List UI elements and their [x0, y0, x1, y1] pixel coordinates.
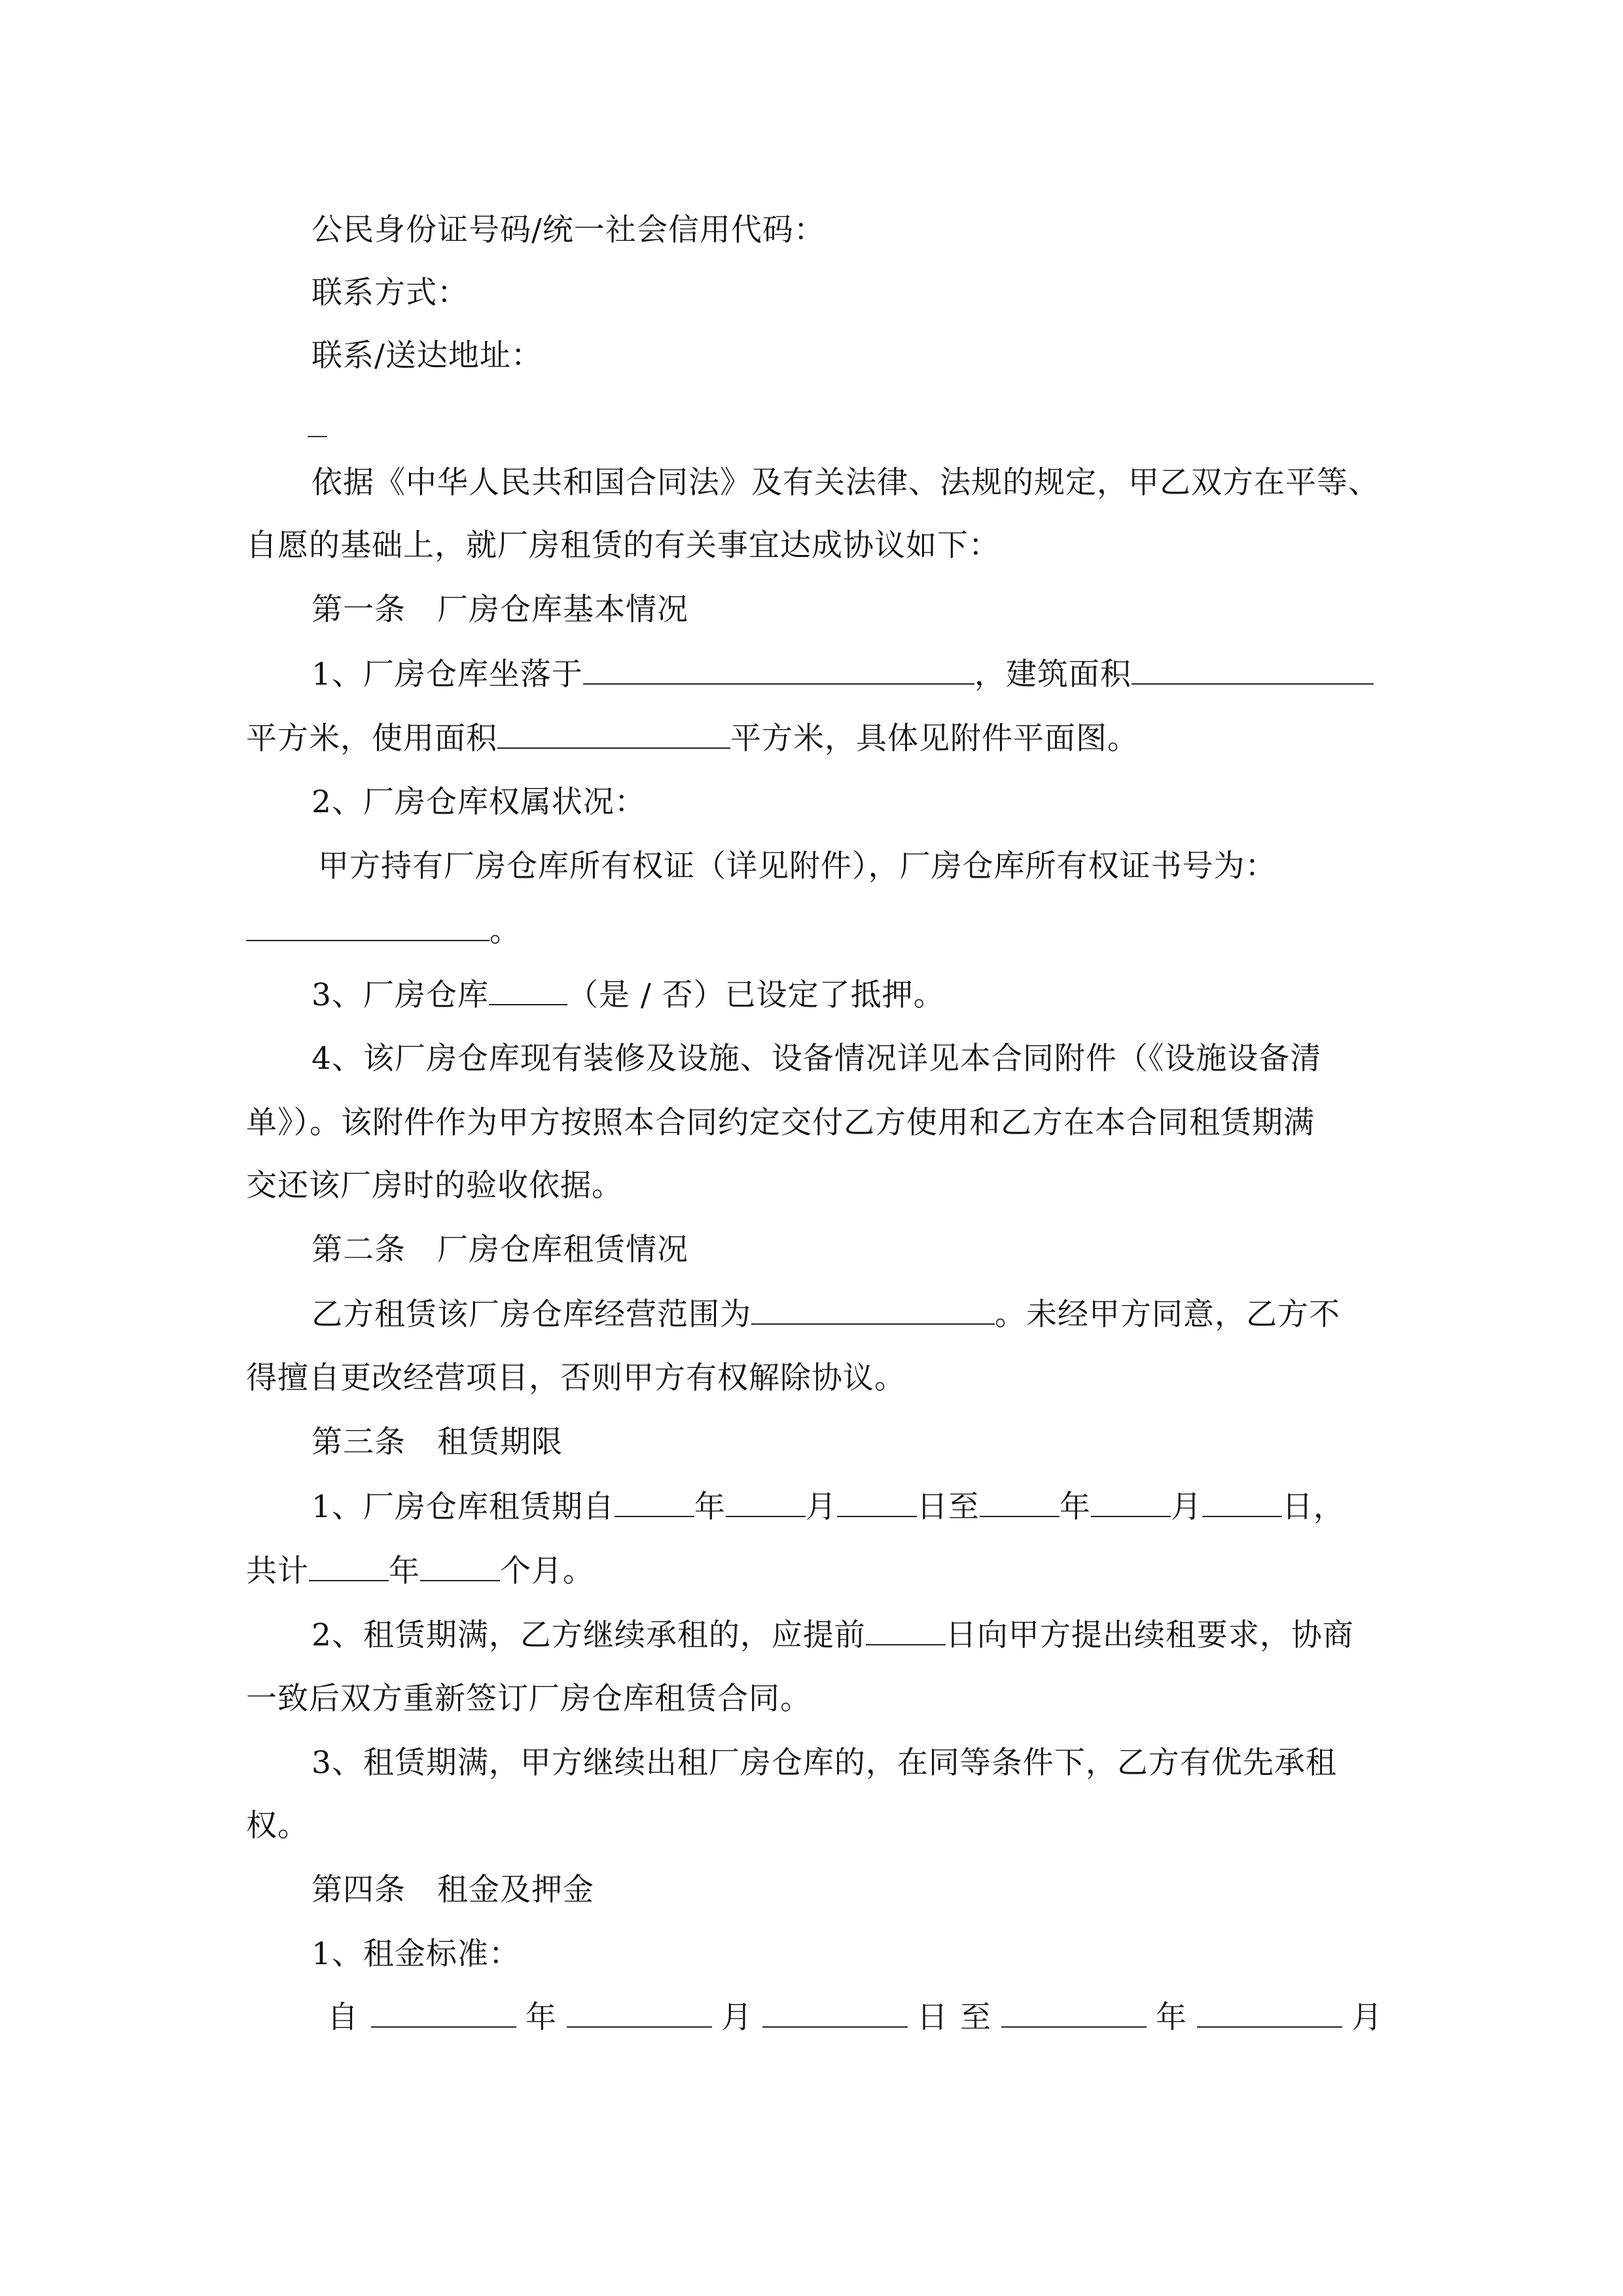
contact-label: 联系方式：: [312, 275, 469, 311]
location-label: 1、厂房仓库坐落于: [312, 656, 583, 692]
article-4-heading: 第四条 租金及押金: [312, 1872, 594, 1908]
location-blank[interactable]: [583, 655, 974, 685]
months-end-label: 个月。: [500, 1553, 594, 1589]
mortgage-options: （是 / 否）已设定了抵押。: [567, 977, 945, 1013]
article-1-item-2-line-2: [246, 911, 521, 951]
article-1-item-4-line-2: 单》）。该附件作为甲方按照本合同约定交付乙方使用和乙方在本合同租赁期满: [246, 1105, 1315, 1141]
day-end-label: 日，: [1281, 1489, 1345, 1525]
renewal-days-blank[interactable]: [866, 1615, 946, 1645]
building-area-label: ，建筑面积: [974, 656, 1132, 692]
certificate-number-blank[interactable]: [246, 911, 490, 941]
article-1-item-1-line-1: [312, 655, 1374, 694]
business-scope-blank[interactable]: [751, 1295, 995, 1325]
from-label: 自: [327, 2000, 359, 2036]
id-code-label: 公民身份证号码/统一社会信用代码：: [312, 212, 825, 248]
article-3-item-2-line-1: [312, 1615, 1354, 1655]
rent-end-year-blank[interactable]: [1001, 1998, 1147, 2028]
day-to-label: 日至: [916, 1489, 980, 1525]
article-3-item-1-line-2: [246, 1551, 594, 1591]
end-day-blank[interactable]: [1202, 1487, 1282, 1517]
year-label: 年: [526, 2000, 558, 2036]
mortgage-label: 3、厂房仓库: [312, 977, 489, 1013]
year-label: 年: [1059, 1489, 1091, 1525]
article-1-heading: 第一条 厂房仓库基本情况: [312, 592, 688, 628]
total-years-blank[interactable]: [309, 1551, 389, 1581]
article-2-heading: 第二条 厂房仓库租赁情况: [312, 1232, 688, 1268]
start-year-blank[interactable]: [615, 1487, 694, 1517]
usable-area-unit: 平方米，具体见附件平面图。: [730, 721, 1139, 757]
renewal-notice-end: 日向甲方提出续租要求，协商: [945, 1617, 1354, 1653]
year-label: 年: [389, 1553, 420, 1589]
article-3-item-1-line-1: [312, 1487, 1345, 1527]
year-label: 年: [1155, 2000, 1188, 2036]
article-2-line-1: [312, 1295, 1340, 1335]
article-1-item-2-text: 甲方持有厂房仓库所有权证（详见附件），厂房仓库所有权证书号为：: [318, 848, 1277, 884]
article-1-item-4-line-1: 4、该厂房仓库现有装修及设施、设备情况详见本合同附件（《设施设备清: [312, 1041, 1322, 1077]
usable-area-blank[interactable]: [497, 719, 730, 749]
building-area-blank[interactable]: [1132, 655, 1374, 685]
start-day-blank[interactable]: [837, 1487, 917, 1517]
article-3-item-3-line-1: 3、租赁期满，甲方继续出租厂房仓库的，在同等条件下，乙方有优先承租: [312, 1745, 1337, 1781]
article-3-heading: 第三条 租赁期限: [312, 1424, 563, 1460]
mortgage-blank[interactable]: [489, 975, 567, 1005]
article-1-item-2-title: 2、厂房仓库权属状况：: [312, 784, 646, 820]
month-label: 月: [1170, 1489, 1202, 1525]
article-1-item-4-line-3: 交还该厂房时的验收依据。: [246, 1168, 623, 1204]
rent-start-month-blank[interactable]: [567, 1998, 712, 2028]
month-label: 月: [1351, 2000, 1383, 2036]
month-label: 月: [805, 1489, 837, 1525]
year-label: 年: [694, 1489, 726, 1525]
rent-period-line: [327, 1998, 1383, 2037]
end-month-blank[interactable]: [1091, 1487, 1171, 1517]
article-1-item-1-line-2: [246, 719, 1139, 759]
article-1-item-3: [312, 975, 945, 1015]
intro-line-1: 依据《中华人民共和国合同法》及有关法律、法规的规定，甲乙双方在平等、: [312, 465, 1380, 501]
article-4-item-1-title: 1、租金标准：: [312, 1936, 520, 1972]
article-2-line-2: 得擅自更改经营项目，否则甲方有权解除协议。: [246, 1360, 906, 1396]
business-scope-label: 乙方租赁该厂房仓库经营范围为: [312, 1297, 751, 1333]
intro-line-2: 自愿的基础上，就厂房租赁的有关事宜达成协议如下：: [246, 528, 1000, 564]
month-label: 月: [721, 2000, 753, 2036]
start-month-blank[interactable]: [726, 1487, 806, 1517]
business-scope-end: 。未经甲方同意，乙方不: [995, 1297, 1340, 1333]
rent-start-year-blank[interactable]: [371, 1998, 516, 2028]
stray-dash-mark: [308, 436, 327, 437]
certificate-number-end: 。: [490, 913, 521, 949]
lease-term-label: 1、厂房仓库租赁期自: [312, 1489, 615, 1525]
end-year-blank[interactable]: [980, 1487, 1060, 1517]
rent-start-day-blank[interactable]: [762, 1998, 908, 2028]
total-label: 共计: [246, 1553, 309, 1589]
day-to-label: 日 至: [917, 2000, 992, 2036]
address-label: 联系/送达地址：: [312, 338, 543, 374]
article-3-item-3-line-2: 权。: [246, 1808, 309, 1844]
renewal-notice-label: 2、租赁期满，乙方继续承租的，应提前: [312, 1617, 866, 1653]
total-months-blank[interactable]: [420, 1551, 500, 1581]
rent-end-month-blank[interactable]: [1197, 1998, 1342, 2028]
usable-area-label: 平方米，使用面积: [246, 721, 497, 757]
article-3-item-2-line-2: 一致后双方重新签订厂房仓库租赁合同。: [246, 1681, 812, 1717]
